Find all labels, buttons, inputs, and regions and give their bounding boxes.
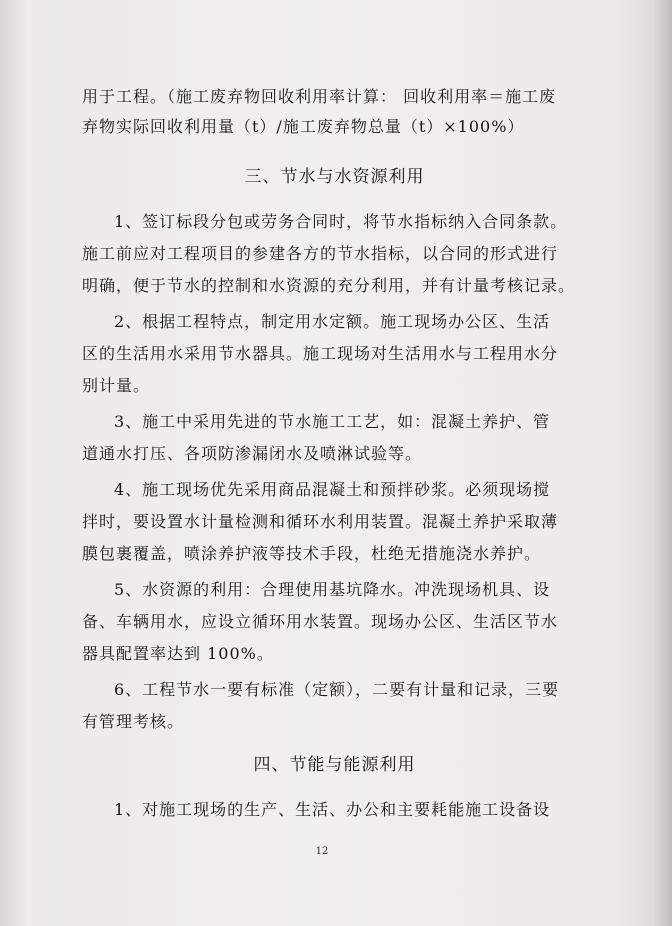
text-line: 器具配置率达到 100%。: [82, 644, 274, 663]
text-line: 3、施工中采用先进的节水施工工艺，如：混凝土养护、管: [114, 412, 551, 431]
text-line: 膜包裹覆盖，喷涂养护液等技术手段，杜绝无措施浇水养护。: [82, 544, 542, 563]
text-line: 弃物实际回收利用量（t）/施工废弃物总量（t）×100%）: [82, 117, 525, 136]
text-line: 备、车辆用水，应设立循环用水装置。现场办公区、生活区节水: [82, 612, 559, 631]
text-line: 1、签订标段分包或劳务合同时，将节水指标纳入合同条款。: [114, 212, 568, 231]
text-line: 有管理考核。: [82, 712, 185, 731]
text-line: 6、工程节水一要有标准（定额），二要有计量和记录，三要: [114, 680, 560, 699]
page-number: 12: [315, 846, 329, 857]
text-line: 道通水打压、各项防渗漏闭水及喷淋试验等。: [82, 444, 423, 463]
text-line: 2、根据工程特点，制定用水定额。施工现场办公区、生活: [114, 312, 551, 331]
text-line: 拌时，要设置水计量检测和循环水利用装置。混凝土养护采取薄: [82, 512, 559, 531]
text-line: 别计量。: [82, 376, 151, 395]
text-line: 4、施工现场优先采用商品混凝土和预拌砂浆。必须现场搅: [114, 480, 551, 499]
section-heading: 三、节水与水资源利用: [244, 167, 425, 187]
text-line: 1、对施工现场的生产、生活、办公和主要耗能施工设备设: [114, 800, 551, 819]
text-line: 施工前应对工程项目的参建各方的节水指标，以合同的形式进行: [82, 244, 559, 263]
page-shadow: [654, 0, 672, 926]
section-heading: 四、节能与能源利用: [253, 755, 416, 775]
text-line: 5、水资源的利用：合理使用基坑降水。冲洗现场机具、设: [114, 580, 551, 599]
text-line: 明确，便于节水的控制和水资源的充分利用，并有计量考核记录。: [82, 276, 576, 295]
text-line: 用于工程。（施工废弃物回收利用率计算： 回收利用率＝施工废: [82, 87, 557, 106]
text-line: 区的生活用水采用节水器具。施工现场对生活用水与工程用水分: [82, 344, 559, 363]
